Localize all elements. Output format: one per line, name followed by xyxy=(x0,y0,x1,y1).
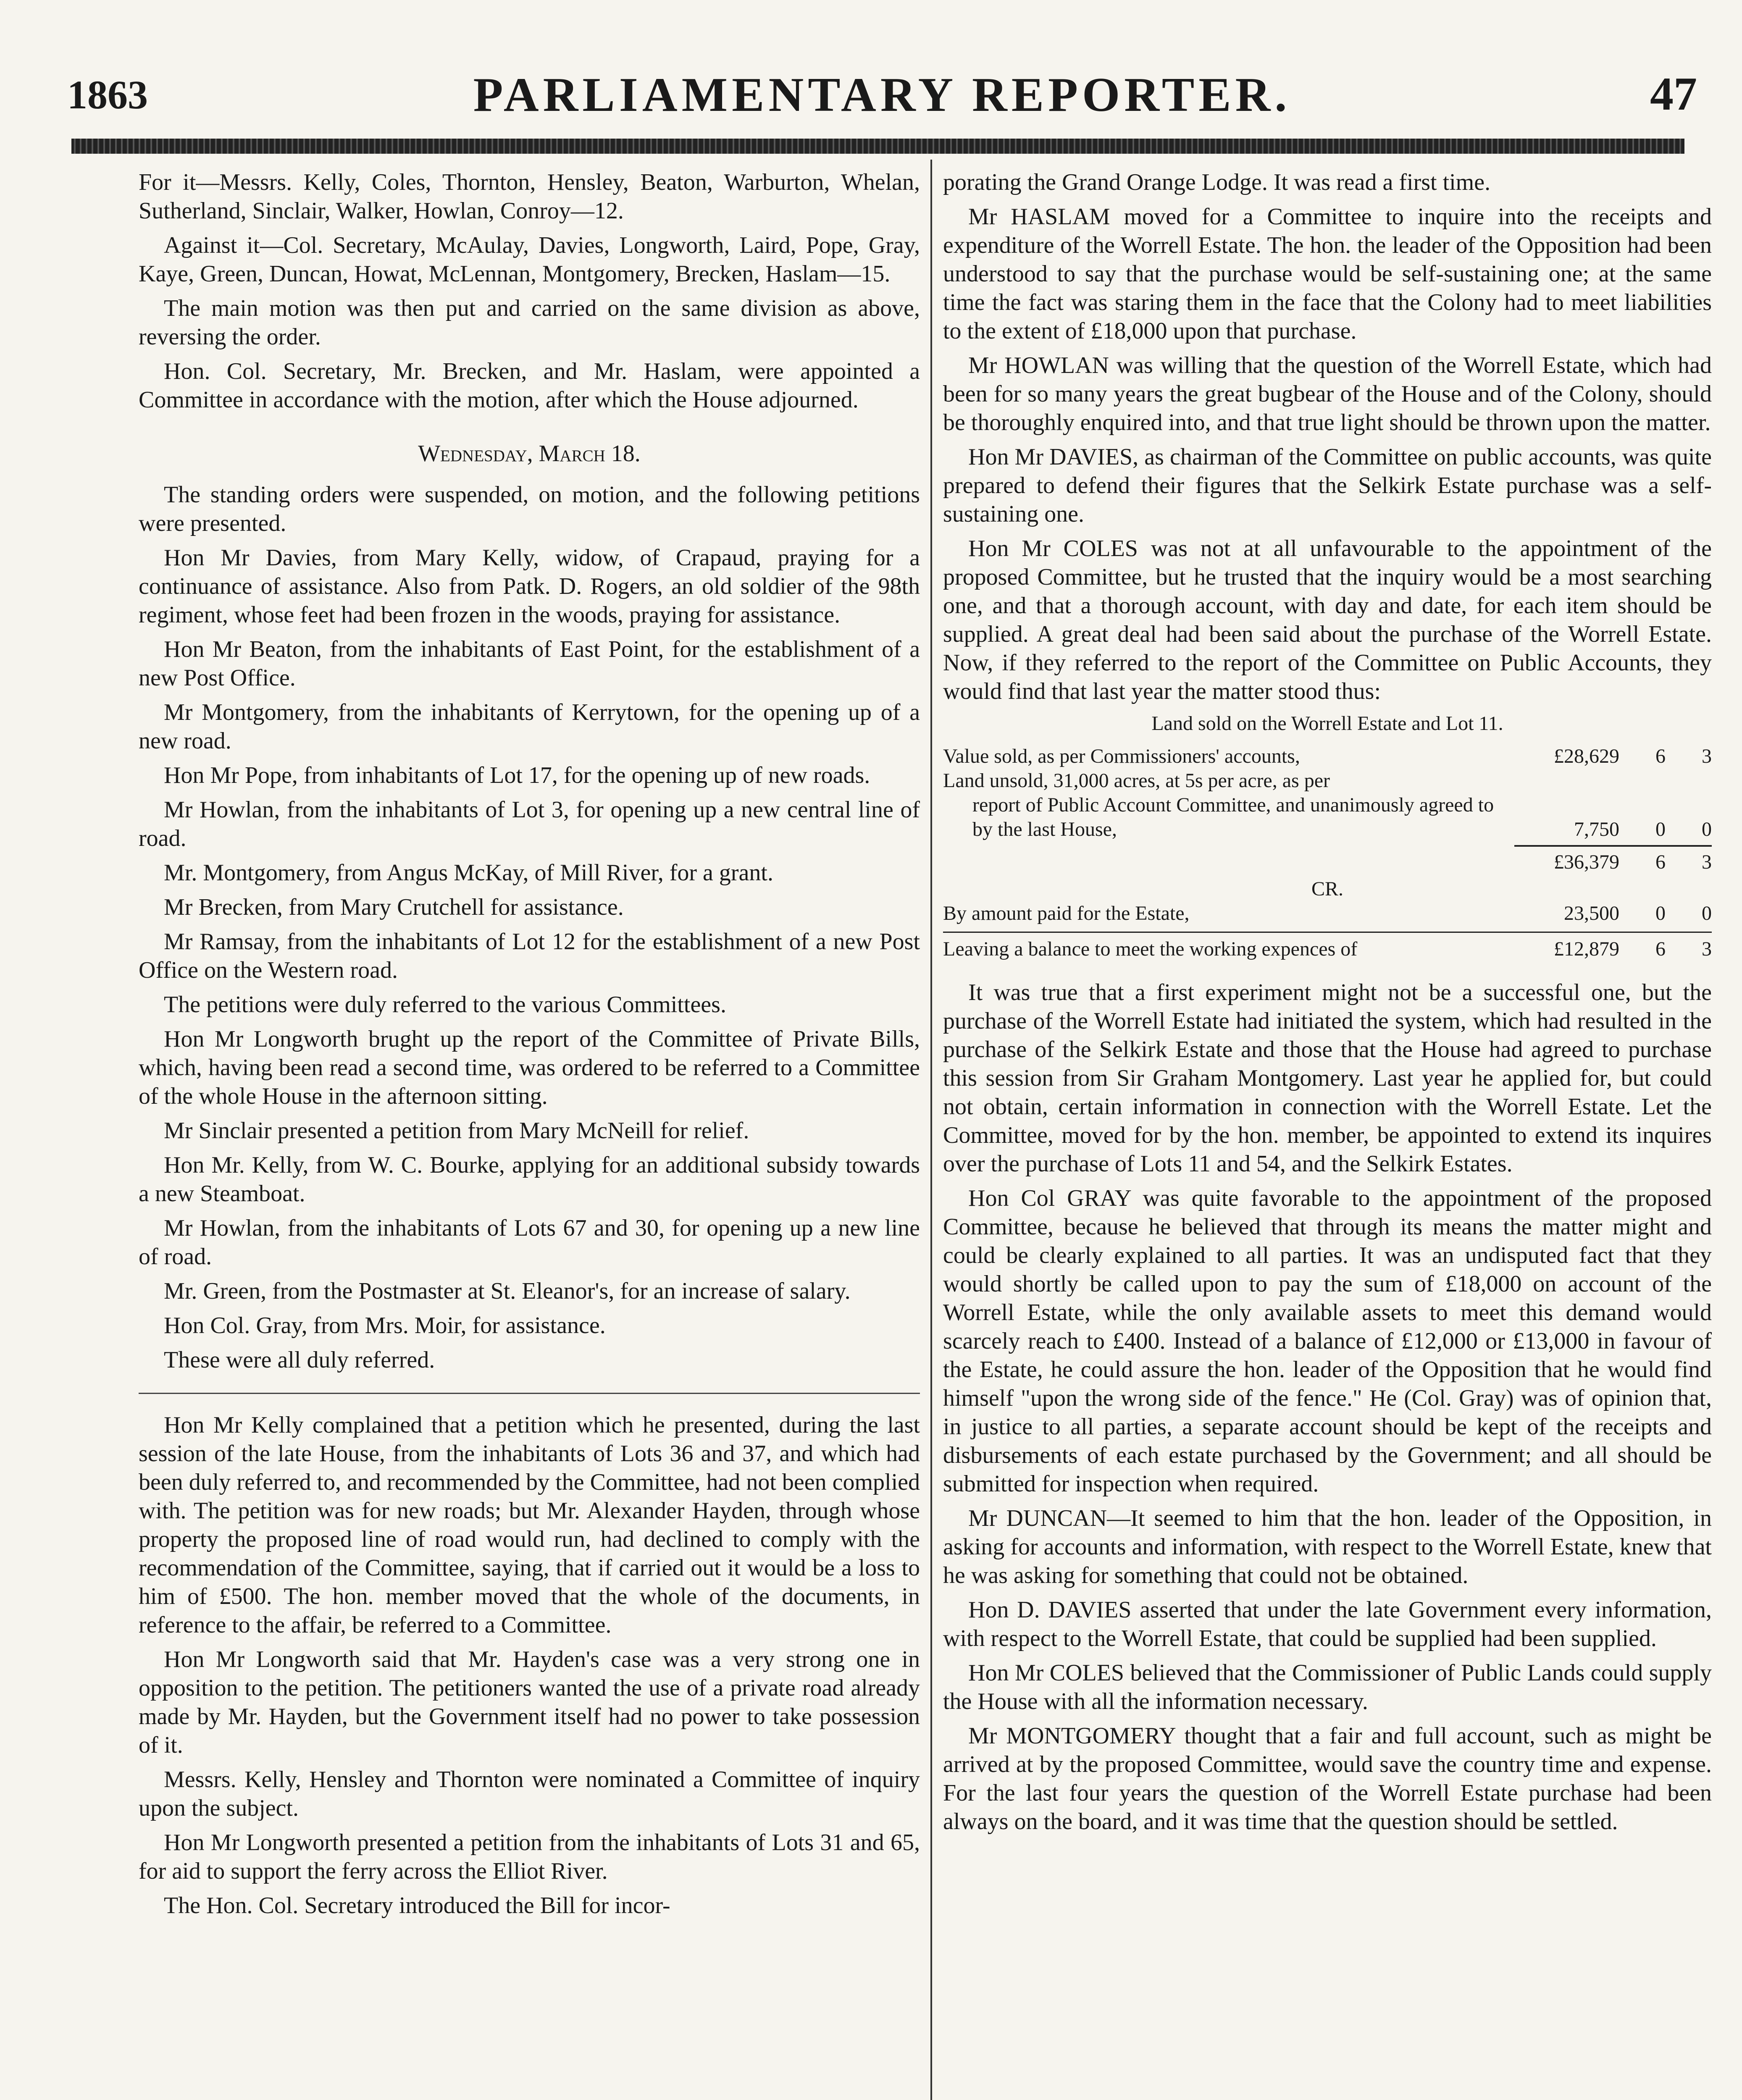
header-rule xyxy=(71,139,1684,154)
account-total: £36,379 6 3 xyxy=(943,842,1712,874)
paragraph: The main motion was then put and carried on the same division as above, reversing the order. xyxy=(139,295,920,350)
paragraph: Mr. Montgomery, from Angus McKay, of Mill River, for a grant. xyxy=(164,860,773,886)
paragraph: Mr HASLAM moved for a Committee to inquire into the receipts and expenditure of the Worrell Estate. The hon. the leader of the Opposition had been understood to say that the purchase would be self-sustaining one; at the same time the fact was staring them in the face that the Colony had to meet liabilities to the extent of £18,000 upon that purchase. xyxy=(943,204,1712,344)
paragraph: Hon Mr. Kelly, from W. C. Bourke, applying for an additional subsidy towards a new Steamboat. xyxy=(139,1152,920,1207)
section-seam xyxy=(139,1380,920,1394)
page-header xyxy=(67,63,1697,134)
paragraph: Mr HOWLAN was willing that the question of the Worrell Estate, which had been for so many years the great bugbear of the House and of the Colony, should be thoroughly enquired into, and that true light should be thrown upon the matter. xyxy=(943,352,1712,436)
paragraph: Hon D. DAVIES asserted that under the late Government every information, with respect to the Worrell Estate, that could be supplied had been supplied. xyxy=(943,1597,1712,1651)
account-row-desc: Land unsold, 31,000 acres, at 5s per acre, as per report of Public Account Committee, and unanimously agreed to by the last House, xyxy=(943,769,1494,840)
paragraph: Mr DUNCAN—It seemed to him that the hon. leader of the Opposition, in asking for accounts and information, with respect to the Worrell Estate, knew that he was asking for something that could not be obtained. xyxy=(943,1505,1712,1588)
paragraph: Mr Sinclair presented a petition from Mary McNeill for relief. xyxy=(164,1118,749,1144)
paragraph: Mr Ramsay, from the inhabitants of Lot 12 for the establishment of a new Post Office on the Western road. xyxy=(139,929,920,983)
vote-for: For it—Messrs. Kelly, Coles, Thornton, Hensley, Beaton, Warburton, Whelan, Sutherland, Sinclair, Walker, Howlan, Conroy—12. xyxy=(139,169,920,224)
paragraph: These were all duly referred. xyxy=(164,1347,435,1373)
paragraph: Hon Mr Longworth presented a petition from the inhabitants of Lots 31 and 65, for aid to support the ferry across the Elliot River. xyxy=(139,1830,920,1884)
account-statement xyxy=(943,711,1712,961)
left-column xyxy=(139,168,920,1926)
paragraph: The standing orders were suspended, on motion, and the following petitions were presented. xyxy=(139,482,920,536)
paragraph: Mr Howlan, from the inhabitants of Lots 67 and 30, for opening up a new line of road. xyxy=(139,1215,920,1270)
account-balance: Leaving a balance to meet the working expences of £12,879 6 3 xyxy=(943,932,1712,961)
account-row-desc: Value sold, as per Commissioners' accounts, xyxy=(943,745,1300,767)
paragraph: Mr. Green, from the Postmaster at St. Eleanor's, for an increase of salary. xyxy=(164,1278,851,1304)
account-row xyxy=(943,769,1712,842)
account-row-amount: 7,750 0 0 xyxy=(1574,818,1712,840)
paragraph: The petitions were duly referred to the various Committees. xyxy=(164,992,726,1018)
paragraph: Hon Mr Beaton, from the inhabitants of East Point, for the establishment of a new Post Office. xyxy=(139,636,920,691)
header-title: PARLIAMENTARY REPORTER. xyxy=(473,68,1291,122)
paragraph: Hon. Col. Secretary, Mr. Brecken, and Mr. Haslam, were appointed a Committee in accordance with the motion, after which the House adjourned. xyxy=(139,358,920,413)
paragraph: Hon Mr Davies, from Mary Kelly, widow, of Crapaud, praying for a continuance of assistance. Also from Patk. D. Rogers, an old soldier of the 98th regiment, whose feet had been frozen in the woods, praying for assistance. xyxy=(139,545,920,628)
header-page-number: 47 xyxy=(1650,68,1697,120)
vote-against: Against it—Col. Secretary, McAulay, Davies, Longworth, Laird, Pope, Gray, Kaye, Green, Duncan, Howat, McLennan, Montgomery, Brecken, Haslam—15. xyxy=(139,232,920,287)
paragraph: Hon Mr Pope, from inhabitants of Lot 17, for the opening up of new roads. xyxy=(164,762,870,788)
account-heading: Land sold on the Worrell Estate and Lot 11. xyxy=(1151,712,1503,735)
header-year: 1863 xyxy=(67,72,148,117)
paragraph: Hon Mr Longworth brught up the report of the Committee of Private Bills, which, having been read a second time, was ordered to be referred to a Committee of the whole House in the afternoon sitting. xyxy=(139,1026,920,1109)
column-divider xyxy=(930,160,932,2100)
paragraph: Hon Mr Kelly complained that a petition which he presented, during the last session of the late House, from the inhabitants of Lots 36 and 37, and which had been duly referred to, and recommended by the Committee, had not been complied with. The petition was for new roads; but Mr. Alexander Hayden, through whose property the proposed line of road would run, had declined to comply with the recommendation of the Committee, saying, that if carried out it would be a loss to him of £500. The hon. member moved that the whole of the documents, in reference to the affair, be referred to a Committee. xyxy=(139,1412,920,1638)
account-row xyxy=(943,744,1712,769)
paragraph: Hon Col GRAY was quite favorable to the appointment of the proposed Committee, because he believed that through its means the matter might and could be clearly explained to all parties. It was an undisputed fact that they would shortly be called upon to pay the sum of £18,000 on account of the Worrell Estate, while the only available assets to meet this demand would scarcely reach to £400. Instead of a balance of £12,000 or £13,000 in favour of the Estate, he could assure the hon. leader of the Opposition that he would find himself "upon the wrong side of the fence." He (Col. Gray) was of opinion that, in justice to all parties, a separate account should be kept of the receipts and disbursements of each estate purchased by the Government; and all should be submitted for inspection when required. xyxy=(943,1185,1712,1497)
paragraph: Hon Mr COLES believed that the Commissioner of Public Lands could supply the House with all the information necessary. xyxy=(943,1660,1712,1714)
paragraph: Hon Mr COLES was not at all unfavourable to the appointment of the proposed Committee, but he trusted that the inquiry would be a most searching one, and that a thorough account, with day and date, for each item should be supplied. A great deal had been said about the purchase of the Worrell Estate. Now, if they referred to the report of the Committee on Public Accounts, they would find that last year the matter stood thus: xyxy=(943,536,1712,704)
paragraph: Hon Mr DAVIES, as chairman of the Committee on public accounts, was quite prepared to defend their figures that the Selkirk Estate purchase was a self-sustaining one. xyxy=(943,444,1712,527)
paragraph: Mr Howlan, from the inhabitants of Lot 3, for opening up a new central line of road. xyxy=(139,797,920,851)
paragraph: Hon Mr Longworth said that Mr. Hayden's case was a very strong one in opposition to the petition. The petitioners wanted the use of a private road already made by Mr. Hayden, but the Government itself had no power to take possession of it. xyxy=(139,1646,920,1758)
account-row-amount: £28,629 6 3 xyxy=(1554,745,1712,767)
paragraph: porating the Grand Orange Lodge. It was read a first time. xyxy=(943,169,1491,195)
right-column xyxy=(943,168,1712,1842)
paragraph: It was true that a first experiment might not be a successful one, but the purchase of the Worrell Estate had initiated the system, which had resulted in the purchase of the Selkirk Estate and those that the House had agreed to purchase this session from Sir Graham Montgomery. Last year he applied for, but could not obtain, certain information in connection with the Worrell Estate. Let the Committee, moved for by the hon. member, be appointed to extend its inquires over the purchase of Lots 11 and 54, and the Selkirk Estates. xyxy=(943,979,1712,1177)
paragraph: The Hon. Col. Secretary introduced the Bill for incor- xyxy=(164,1893,670,1919)
paragraph: Mr MONTGOMERY thought that a fair and full account, such as might be arrived at by the proposed Committee, would save the country time and expense. For the last four years the question of the Worrell Estate purchase had been always on the board, and it was time that the question should be settled. xyxy=(943,1723,1712,1835)
paragraph: Mr Montgomery, from the inhabitants of Kerrytown, for the opening up of a new road. xyxy=(139,699,920,754)
paragraph: Mr Brecken, from Mary Crutchell for assistance. xyxy=(164,894,624,920)
account-paid: By amount paid for the Estate, 23,500 0 0 xyxy=(943,902,1712,924)
account-cr-label: CR. xyxy=(1311,878,1344,900)
paragraph: Messrs. Kelly, Hensley and Thornton were nominated a Committee of inquiry upon the subject. xyxy=(139,1767,920,1821)
paragraph: Hon Col. Gray, from Mrs. Moir, for assistance. xyxy=(164,1312,606,1339)
dateline: Wednesday, March 18. xyxy=(418,441,641,467)
